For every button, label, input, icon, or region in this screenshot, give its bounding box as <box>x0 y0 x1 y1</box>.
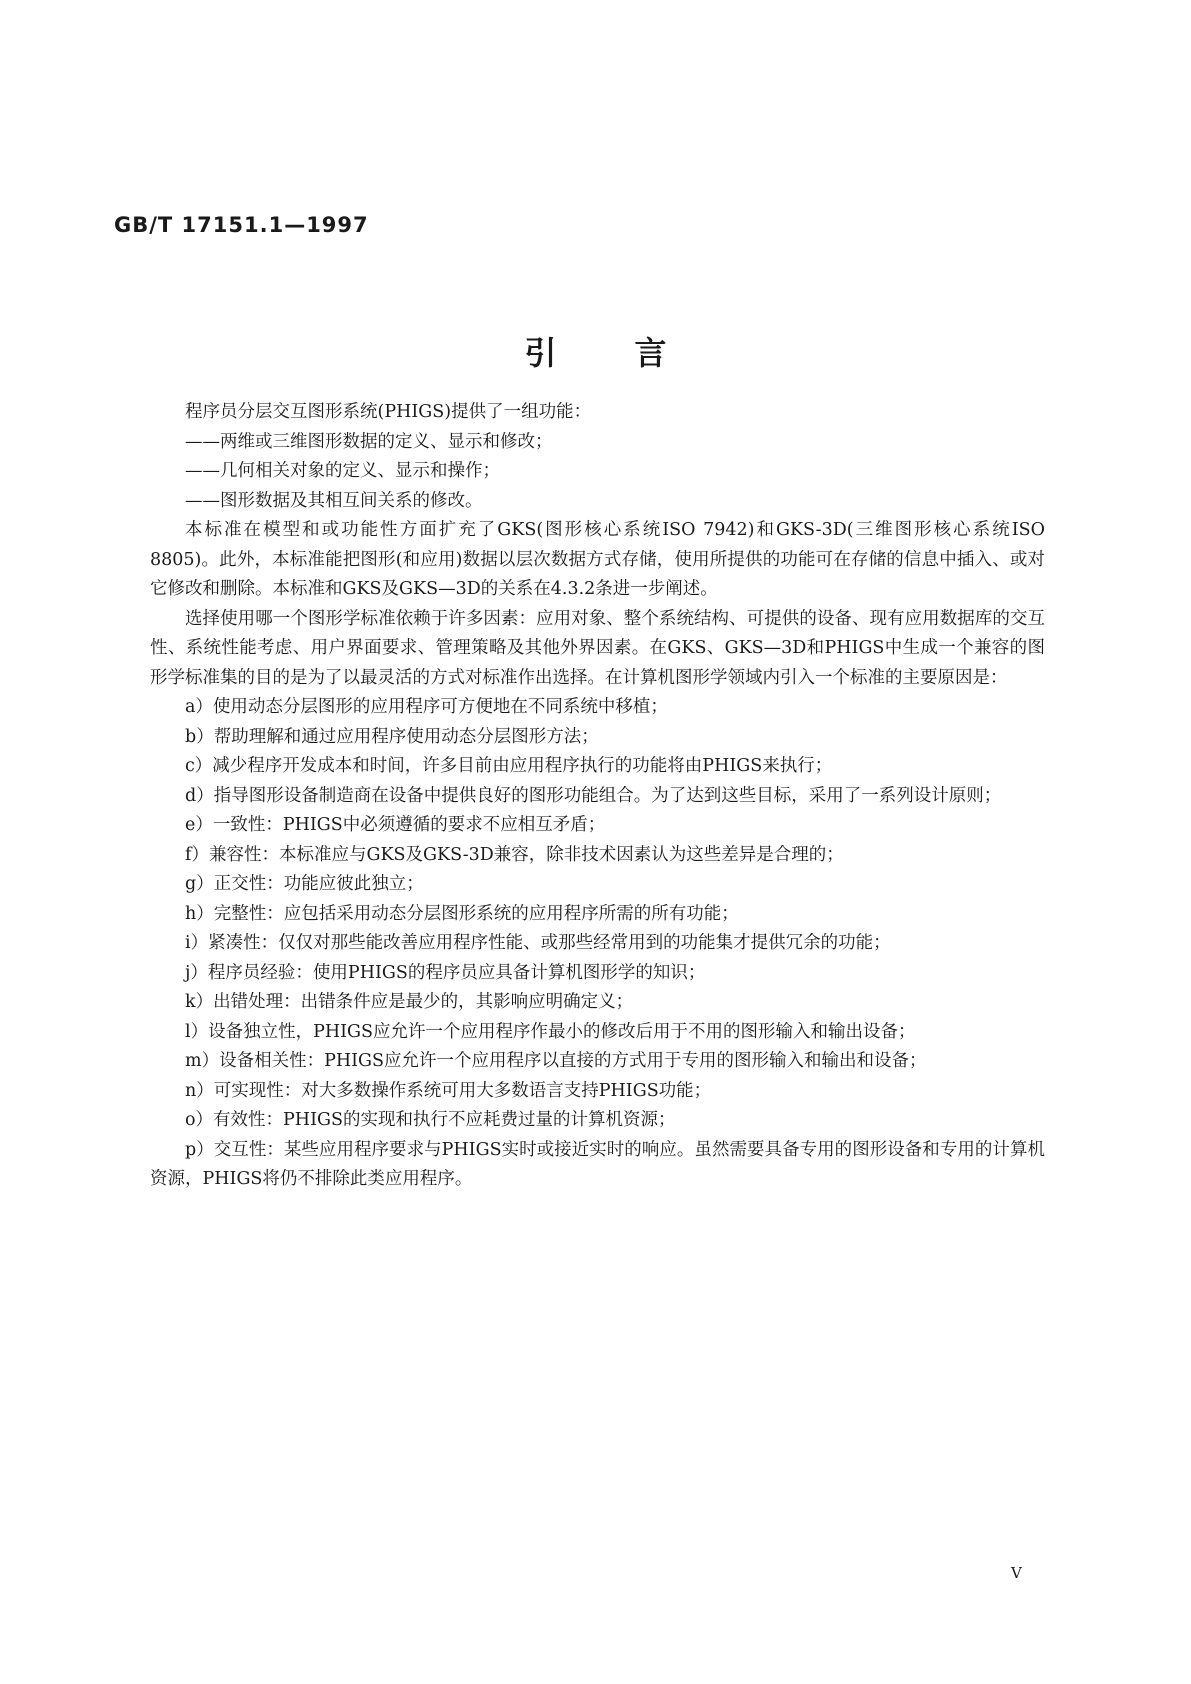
list-item-e: e）一致性：PHIGS中必须遵循的要求不应相互矛盾； <box>185 815 606 835</box>
page-title: 引言 <box>524 334 745 372</box>
list-item-g: g）正交性：功能应彼此独立； <box>185 874 424 894</box>
list-item-c: c）减少程序开发成本和时间，许多目前由应用程序执行的功能将由PHIGS来执行； <box>185 756 833 776</box>
document-body <box>150 398 1045 1195</box>
list-item-m: m）设备相关性：PHIGS应允许一个应用程序以直接的方式用于专用的图形输入和输出和设备； <box>185 1051 927 1071</box>
paragraph: 选择使用哪一个图形学标准依赖于许多因素：应用对象、整个系统结构、可提供的设备、现有应用数据库的交互性、系统性能考虑、用户界面要求、管理策略及其他外界因素。在GKS、GKS—3D和PHIGS中生成一个兼容的图形学标准集的目的是为了以最灵活的方式对标准作出选择。在计算机图形学领域内引入一个标准的主要原因是： <box>150 608 1045 688</box>
list-item-b: b）帮助理解和通过应用程序使用动态分层图形方法； <box>185 726 599 747</box>
paragraph-intro: 程序员分层交互图形系统(PHIGS)提供了一组功能： <box>185 402 592 422</box>
paragraph: 本标准在模型和或功能性方面扩充了GKS(图形核心系统ISO 7942)和GKS-3D(三维图形核心系统ISO 8805)。此外，本标准能把图形(和应用)数据以层次数据方式存储，使用所提供的功能可在存储的信息中插入、或对它修改和删除。本标准和GKS及GKS—3D的关系在4.3.2条进一步阐述。 <box>150 520 1045 599</box>
list-item-f: f）兼容性：本标准应与GKS及GKS-3D兼容，除非技术因素认为这些差异是合理的； <box>185 844 844 865</box>
list-item-j: j）程序员经验：使用PHIGS的程序员应具备计算机图形学的知识； <box>185 962 706 983</box>
list-item-k: k）出错处理：出错条件应是最少的，其影响应明确定义； <box>185 992 634 1012</box>
list-item-i: i）紧凑性：仅仅对那些能改善应用程序性能、或那些经常用到的功能集才提供冗余的功能； <box>185 933 891 953</box>
list-item-dash: ——几何相关对象的定义、显示和操作； <box>185 461 500 481</box>
list-item-dash: ——图形数据及其相互间关系的修改。 <box>185 490 483 511</box>
list-item-p: p）交互性：某些应用程序要求与PHIGS实时或接近实时的响应。虽然需要具备专用的图形设备和专用的计算机资源，PHIGS将仍不排除此类应用程序。 <box>150 1139 1045 1189</box>
list-item-o: o）有效性：PHIGS的实现和执行不应耗费过量的计算机资源； <box>185 1110 676 1130</box>
page-number: V <box>1011 1564 1022 1582</box>
list-item-dash: ——两维或三维图形数据的定义、显示和修改； <box>185 431 553 452</box>
list-item-h: h）完整性：应包括采用动态分层图形系统的应用程序所需的所有功能； <box>185 903 739 924</box>
list-item-n: n）可实现性：对大多数操作系统可用大多数语言支持PHIGS功能； <box>185 1080 712 1101</box>
standard-code: GB/T 17151.1—1997 <box>114 213 369 237</box>
list-item-l: l）设备独立性，PHIGS应允许一个应用程序作最小的修改后用于不用的图形输入和输出设备； <box>185 1021 916 1042</box>
list-item-a: a）使用动态分层图形的应用程序可方便地在不同系统中移植； <box>185 697 668 717</box>
list-item-d: d）指导图形设备制造商在设备中提供良好的图形功能组合。为了达到这些目标，采用了一系列设计原则； <box>185 785 1002 806</box>
